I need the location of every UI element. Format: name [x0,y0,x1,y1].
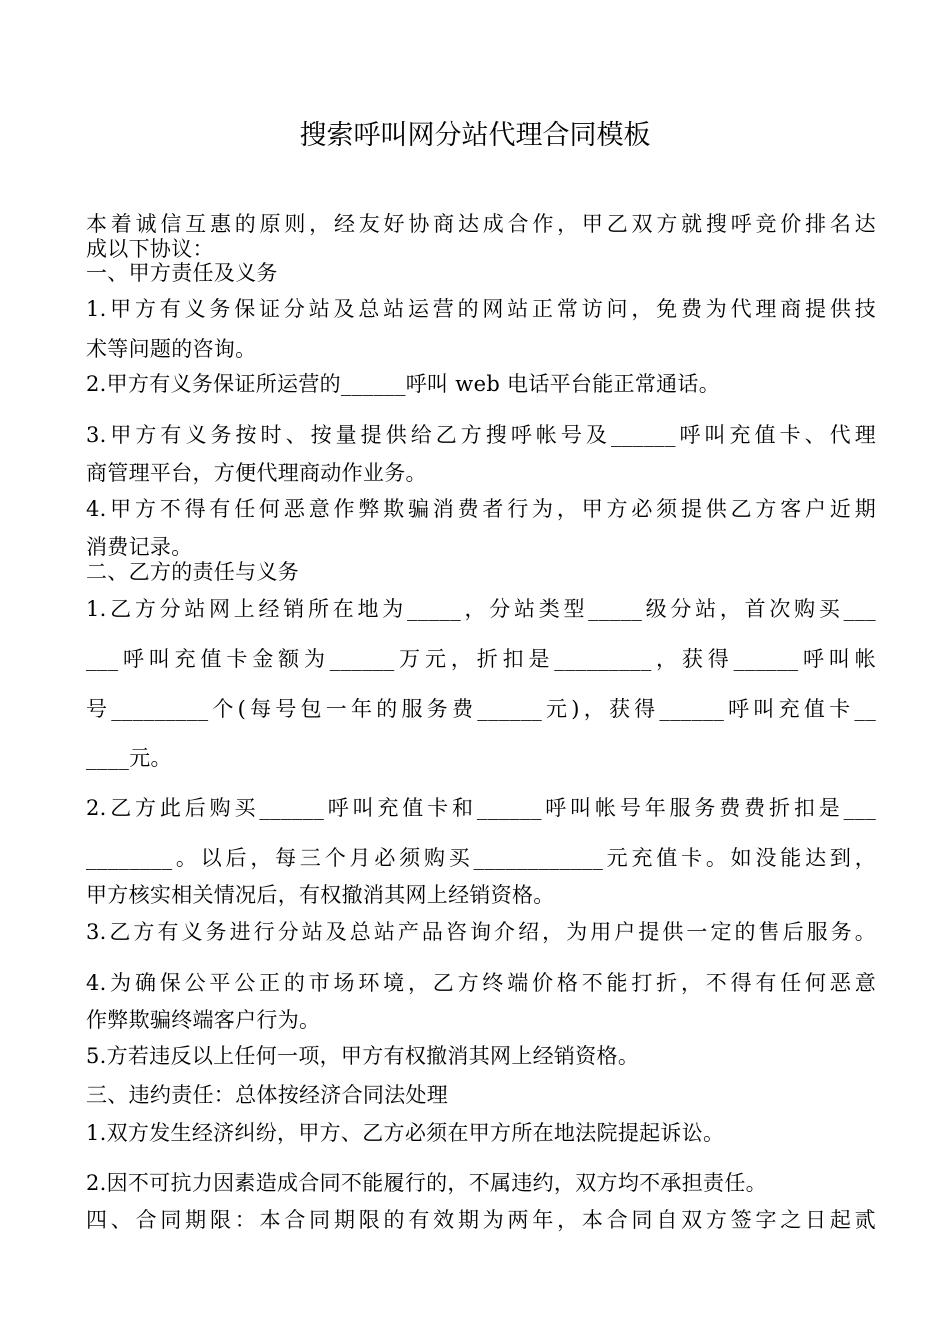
body-line-intro-2: 成以下协议： [86,237,214,261]
body-line: 2.乙方此后购买______呼叫充值卡和______呼叫帐号年服务费费折扣是___ [86,796,876,820]
body-line: 号_________个(每号包一年的服务费______元)，获得______呼叫充值卡__ [86,697,876,721]
body-line: 消费记录。 [86,535,193,559]
body-line: 1.甲方有义务保证分站及总站运营的网站正常访问，免费为代理商提供技 [86,297,876,321]
body-line: ___呼叫充值卡金额为______万元，折扣是_________，获得______呼叫帐 [86,647,876,671]
section-heading-4: 四、合同期限：本合同期限的有效期为两年，本合同自双方签字之日起贰 [86,1208,876,1232]
body-line: 术等问题的咨询。 [86,337,257,361]
body-line: 5.方若违反以上任何一项，甲方有权撤消其网上经销资格。 [86,1044,640,1068]
section-heading-3: 三、违约责任：总体按经济合同法处理 [86,1083,449,1107]
body-line: 4.甲方不得有任何恶意作弊欺骗消费者行为，甲方必须提供乙方客户近期 [86,497,876,521]
section-heading-2: 二、乙方的责任与义务 [86,560,299,584]
section-heading-1: 一、甲方责任及义务 [86,261,278,285]
body-line: 4.为确保公平公正的市场环境，乙方终端价格不能打折，不得有任何恶意 [86,971,876,995]
body-line-intro-1: 本着诚信互惠的原则，经友好协商达成合作，甲乙双方就搜呼竞价排名达 [86,212,876,236]
body-line: 1.双方发生经济纠纷，甲方、乙方必须在甲方所在地法院提起诉讼。 [86,1121,725,1145]
body-line: 1.乙方分站网上经销所在地为_____，分站类型_____级分站，首次购买___ [86,597,876,621]
body-line: 作弊欺骗终端客户行为。 [86,1008,321,1032]
body-line: 2.因不可抗力因素造成合同不能履行的，不属违约，双方均不承担责任。 [86,1171,767,1195]
body-line: 甲方核实相关情况后，有权撤消其网上经销资格。 [86,883,555,907]
body-line: 商管理平台，方便代理商动作业务。 [86,461,427,485]
body-line: 2.甲方有义务保证所运营的______呼叫 web 电话平台能正常通话。 [86,372,721,396]
document-title: 搜索呼叫网分站代理合同模板 [299,120,651,151]
body-line: ____元。 [86,746,172,770]
body-line: 3.乙方有义务进行分站及总站产品咨询介绍，为用户提供一定的售后服务。 [86,920,876,944]
body-line: ________。以后，每三个月必须购买____________元充值卡。如没能达到， [86,846,876,870]
body-line: 3.甲方有义务按时、按量提供给乙方搜呼帐号及______呼叫充值卡、代理 [86,423,876,447]
